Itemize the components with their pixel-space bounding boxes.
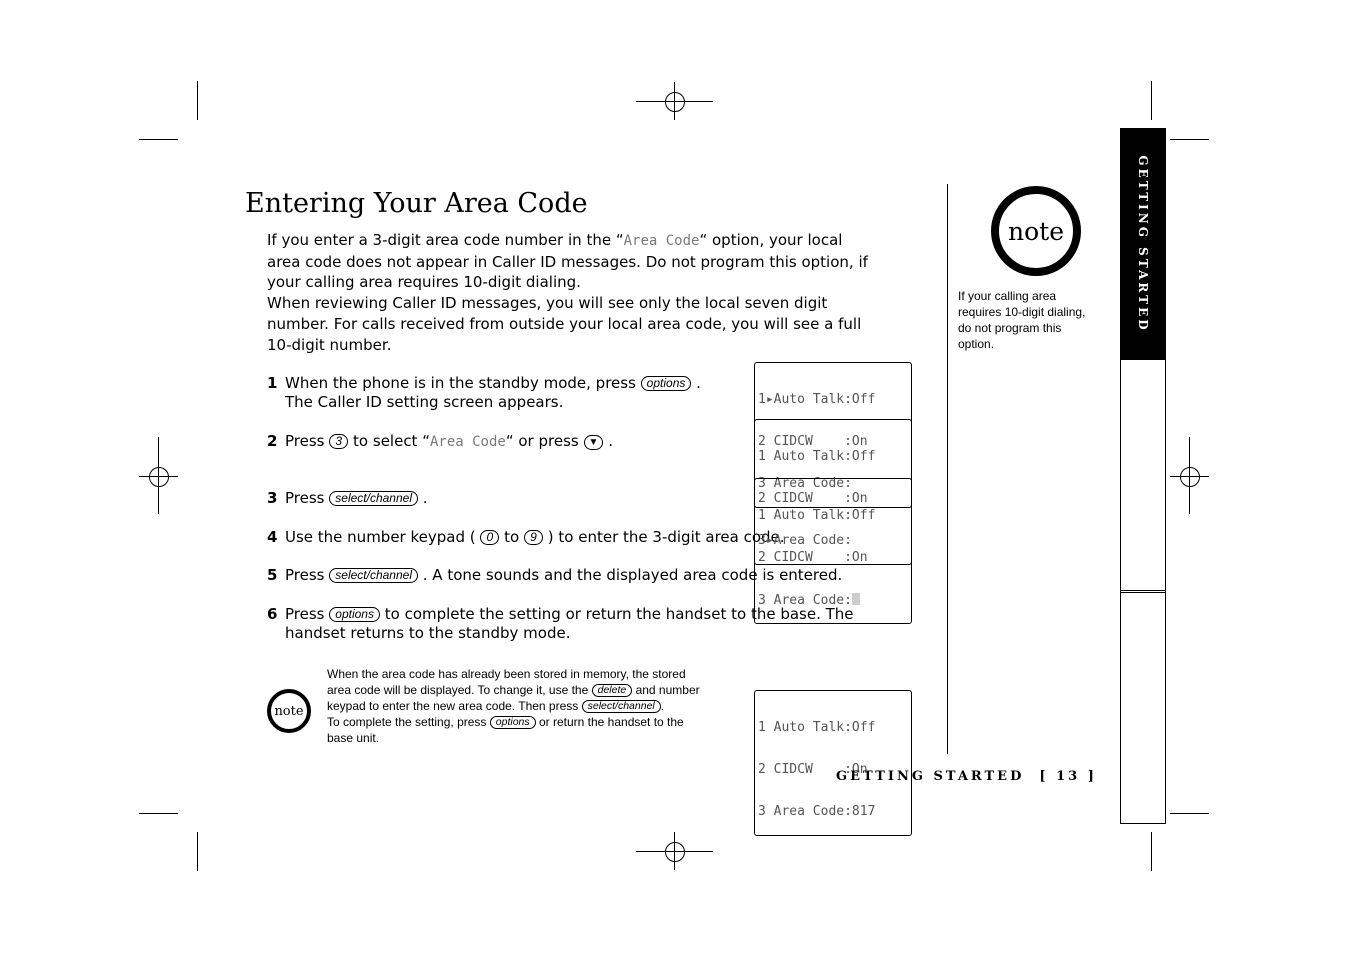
- column-divider: [947, 184, 948, 754]
- delete-key-icon: delete: [592, 684, 633, 697]
- side-note: If your calling area requires 10-digit dialing, do not program this option.: [958, 289, 1086, 351]
- select-channel-key-icon: select/channel: [329, 491, 418, 506]
- registration-mark-circle: [149, 467, 169, 487]
- section-tab-empty: [1120, 359, 1166, 593]
- bottom-note: When the area code has already been stored in memory, the stored area code will be displayed. To change it, use the delete and number keypad to enter the new area code. Then press select/channel . To complete the setting, press options or return the handset to the base unit.: [327, 667, 700, 745]
- section-tab-label: GETTING STARTED: [1136, 155, 1150, 333]
- step-2: 2 Press 3 to select “Area Code“ or press ▼ .: [267, 432, 613, 450]
- crop-mark: [197, 832, 198, 871]
- crop-mark: [139, 813, 178, 814]
- down-arrow-key-icon: ▼: [584, 435, 604, 450]
- crop-mark: [1170, 813, 1209, 814]
- select-channel-key-icon: select/channel: [582, 700, 661, 713]
- crop-mark: [1170, 139, 1209, 140]
- note-icon: note: [991, 186, 1081, 276]
- note-icon: note: [267, 689, 311, 733]
- crop-mark: [197, 81, 198, 120]
- crop-mark: [139, 139, 178, 140]
- options-key-icon: options: [490, 716, 536, 729]
- intro-paragraph: If you enter a 3-digit area code number in the “Area Code“ option, your local area code does not appear in Caller ID messages. Do not program this option, if your calling area requires 10-digit dialing. When reviewing Caller ID messages, you will see only the local seven digit number. For calls received from outside your local area code, you will see a full 10-digit number.: [267, 231, 868, 354]
- lcd-screen-1: 1▸Auto Talk:Off 2 CIDCW :On 3 Area Code:: [754, 362, 912, 508]
- key-9-icon: 9: [524, 530, 543, 545]
- select-channel-key-icon: select/channel: [329, 568, 418, 583]
- lcd-text-area-code: Area Code: [623, 233, 700, 249]
- page-title: Entering Your Area Code: [245, 188, 588, 219]
- lcd-text-area-code: Area Code: [429, 434, 506, 450]
- step-6: 6 Press options to complete the setting or return the handset to the base. The handset returns to the standby mode.: [267, 605, 854, 642]
- lcd-screen-3: 1 Auto Talk:Off 2 CIDCW :On 3 Area Code:: [754, 478, 912, 624]
- key-3-icon: 3: [329, 434, 348, 449]
- lcd-screen-2: 1 Auto Talk:Off 2 CIDCW :On 3▸Area Code:: [754, 419, 912, 565]
- step-5: 5 Press select/channel . A tone sounds and the displayed area code is entered.: [267, 566, 843, 584]
- key-0-icon: 0: [480, 530, 499, 545]
- crop-mark: [1151, 832, 1152, 871]
- step-1: 1 When the phone is in the standby mode, press options . The Caller ID setting screen appears.: [267, 374, 701, 411]
- section-tab-empty: [1120, 590, 1166, 824]
- page-footer: GETTING STARTED [ 13 ]: [836, 769, 1097, 784]
- registration-mark-circle: [665, 92, 685, 112]
- lcd-screen-4: 1 Auto Talk:Off 2 CIDCW :On 3 Area Code:817: [754, 690, 912, 836]
- step-4: 4 Use the number keypad ( 0 to 9 ) to enter the 3-digit area code.: [267, 528, 785, 546]
- crop-mark: [1151, 81, 1152, 120]
- registration-mark-circle: [665, 842, 685, 862]
- step-3: 3 Press select/channel .: [267, 489, 428, 507]
- registration-mark-circle: [1180, 467, 1200, 487]
- lcd-cursor-icon: [852, 593, 860, 605]
- options-key-icon: options: [329, 607, 380, 622]
- options-key-icon: options: [641, 376, 692, 391]
